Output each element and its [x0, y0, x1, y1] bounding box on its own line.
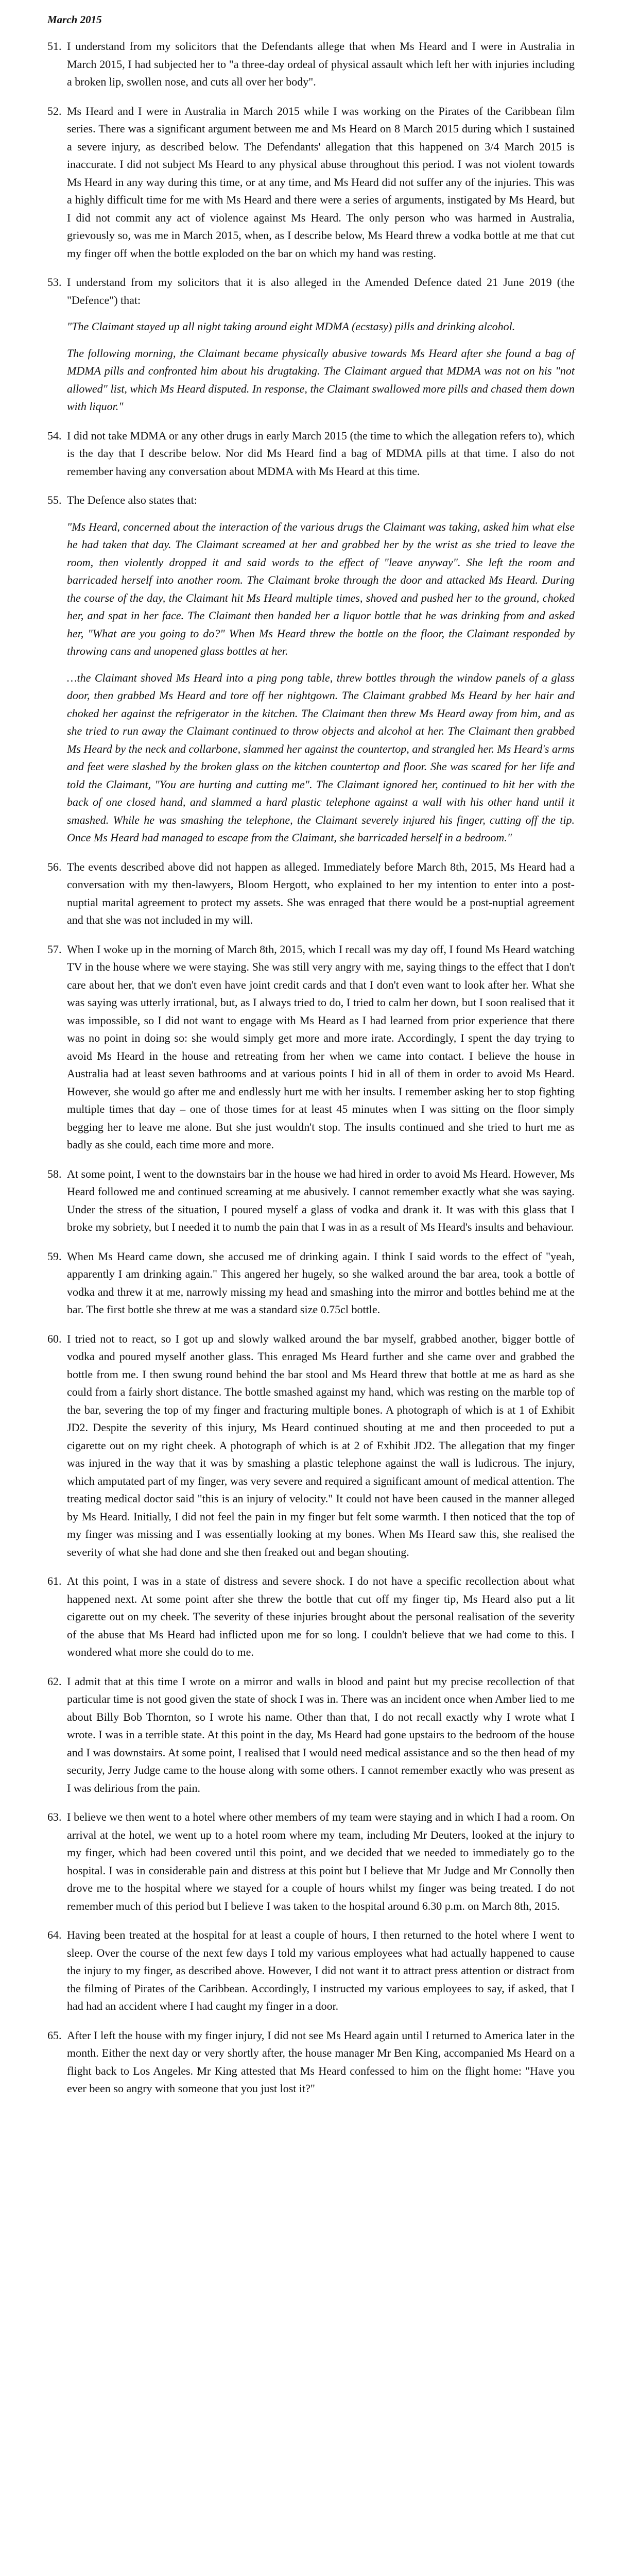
- paragraph-65: [47, 2027, 575, 2098]
- paragraph-text: I did not take MDMA or any other drugs in early March 2015 (the time to which the allegation refers to), which is the day that I describe below. Nor did Ms Heard find a bag of MDMA pills at that time. I also do not remember having any conversation about MDMA with Ms Heard at this time.: [67, 429, 575, 478]
- paragraph-number: 65.: [47, 2028, 62, 2042]
- paragraph-text: I believe we then went to a hotel where other members of my team were staying and in which I had a room. On arrival at the hotel, we went up to a hotel room where my team, including Mr Deuters, looked at the injury to my finger, which had been covered until this point, and we decided that we needed to immediately go to the hospital. I was in considerable pain and distress at this point but I believe that Mr Judge and Mr Connolly then drove me to the hospital where we stayed for a couple of hours whilst my finger was being treated. I do not remember much of this period but I believe I was taken to the hospital around 6.30 p.m. on March 8th, 2015.: [67, 1810, 575, 1912]
- paragraph-text: I understand from my solicitors that it is also alleged in the Amended Defence dated 21 June 2019 (the "Defence") that:: [67, 276, 575, 307]
- paragraph-number: 63.: [47, 1810, 62, 1823]
- paragraph-body: [67, 274, 575, 416]
- paragraph-body: [67, 1926, 575, 2015]
- paragraph-body: [67, 492, 575, 847]
- paragraph-number: 56.: [47, 860, 62, 873]
- paragraph-body: [67, 1248, 575, 1319]
- paragraph-number: 60.: [47, 1332, 62, 1345]
- paragraph-text: I understand from my solicitors that the Defendants allege that when Ms Heard and I were in Australia in March 2015, I had subjected her to "a three-day ordeal of physical assault which left her with injuries including a broken lip, swollen nose, and cuts all over her body".: [67, 40, 575, 88]
- paragraph-text: Ms Heard and I were in Australia in March 2015 while I was working on the Pirates of the Caribbean film series. There was a significant argument between me and Ms Heard on 8 March 2015 during which I sustained a severe injury, as described below. The Defendants' allegation that this happened on 3/4 March 2015 is inaccurate. I did not subject Ms Heard to any physical abuse throughout this period. I was not violent towards Ms Heard in any way during this time, or at any time, and Ms Heard did not suffer any of the injuries. This was a highly difficult time for me with Ms Heard and there were a series of arguments, instigated by Ms Heard, but I did not commit any act of violence against Ms Heard. The only person who was harmed in Australia, grievously so, was me in March 2015, when, as I describe below, Ms Heard threw a vodka bottle at me that cut my finger off when the bottle exploded on the bar on which my hand was resting.: [67, 104, 575, 260]
- quoted-passage: The following morning, the Claimant became physically abusive towards Ms Heard after she found a bag of MDMA pills and confronted him about his drugtaking. The Claimant argued that MDMA was not on his "not allowed" list, which Ms Heard disputed. In response, the Claimant swallowed more pills and chased them down with liquor.": [67, 346, 575, 413]
- paragraph-list: [47, 38, 575, 2098]
- paragraph-number: 62.: [47, 1674, 62, 1688]
- paragraph-text: Having been treated at the hospital for at least a couple of hours, I then returned to the hotel where I went to sleep. Over the course of the next few days I told my various employees what had actually happened to cause the injury to my finger, as described above. However, I did not want it to attract press attention or distract from the filming of Pirates of the Caribbean. Accordingly, I instructed my various employees to say, if asked, that I had had an accident where I had caught my finger in a door.: [67, 1928, 575, 2012]
- quoted-passage: "Ms Heard, concerned about the interaction of the various drugs the Claimant was taking, asked him what else he had taken that day. The Claimant screamed at her and grabbed her by the wrist as she tried to leave the room, then violently dropped it and said words to the effect of "leave anyway". She left the room and barricaded herself into another room. The Claimant broke through the door and attacked Ms Heard. During the course of the day, the Claimant hit Ms Heard multiple times, shoved and pushed her to the ground, choked her, and spat in her face. The Claimant then handed her a liquor bottle that he was drinking from and asked her, "What are you going to do?" When Ms Heard threw the bottle on the floor, the Claimant responded by throwing cans and unopened glass bottles at her.: [67, 520, 575, 657]
- paragraph-body: [67, 941, 575, 1154]
- paragraph-text: I tried not to react, so I got up and slowly walked around the bar myself, grabbed another, bigger bottle of vodka and poured myself another glass. This enraged Ms Heard further and she came over and grabbed the bottle from me. I then swung round behind the bar stool and Ms Heard threw that bottle at me as hard as she could from a fairly short distance. The bottle smashed against my hand, which was resting on the marble top of the bar, severing the top of my finger and fracturing multiple bones. A photograph of which is at 1 of Exhibit JD2. Despite the severity of this injury, Ms Heard continued shouting at me and then proceeded to put a cigarette out on my right cheek. A photograph of which is at 2 of Exhibit JD2. The allegation that my finger was injured in the way that it was by smashing a plastic telephone against the wall is ludicrous. The injury, which amputated part of my finger, was very severe and required a significant amount of medical attention. The treating medical doctor said "this is an injury of velocity." It could not have been caused in the manner alleged by Ms Heard. Initially, I did not feel the pain in my finger but felt some warmth. I then noticed that the top of my finger was missing and I was essentially looking at my bones. When Ms Heard saw this, she realised the severity of what she had done and she then freaked out and began shouting.: [67, 1332, 575, 1558]
- section-heading: March 2015: [47, 13, 102, 26]
- paragraph-body: [67, 1673, 575, 1798]
- paragraph-text: When Ms Heard came down, she accused me of drinking again. I think I said words to the effect of "yeah, apparently I am drinking again." This angered her hugely, so she walked around the bar area, took a bottle of vodka and threw it at me, narrowly missing my head and smashing into the mirror and bottles behind me at the bar. The first bottle she threw at me was a standard size 0.75cl bottle.: [67, 1249, 575, 1316]
- paragraph-number: 55.: [47, 494, 62, 506]
- paragraph-body: [67, 1808, 575, 1915]
- paragraph-number: 54.: [47, 429, 62, 442]
- paragraph-text: When I woke up in the morning of March 8th, 2015, which I recall was my day off, I found Ms Heard watching TV in the house where we were staying. She was still very angry with me, saying things to the effect that I don't care about her, that we don't even have joint credit cards and that I don't even want to look after her. What she was saying was utterly irrational, but, as I always tried to do, I tried to calm her down, but I soon realised that it was impossible, so I did not want to engage with Ms Heard as I had learned from prior experience that there was no point in doing so: she would simply get more and more irate. Accordingly, I spent the day trying to avoid Ms Heard in the house and retreating from her when we came into contact. I believe the house in Australia had at least seven bathrooms and at various points I hid in all of them in order to avoid Ms Heard. However, she would go after me and endlessly hurt me with her insults. I remember asking her to stop fighting multiple times that day – one of those times for at least 45 minutes when I was sitting on the floor simply begging her to leave me alone. But she just wouldn't stop. The insults continued and she tried to hurt me as badly as she could, each time more and more.: [67, 942, 575, 1151]
- paragraph-number: 51.: [47, 40, 62, 53]
- paragraph-number: 61.: [47, 1574, 62, 1587]
- paragraph-text: I admit that at this time I wrote on a mirror and walls in blood and paint but my precise recollection of that particular time is not good given the state of shock I was in. There was an incident once when Amber lied to me about Billy Bob Thornton, so I wrote his name. Other than that, I do not recall exactly why I wrote what I wrote. I was in a terrible state. At this point in the day, Ms Heard had gone upstairs to the bedroom of the house and I was downstairs. At some point, I realised that I would need medical assistance and so the then head of my security, Jerry Judge came to the house along with some others. I cannot remember exactly who was present as I was delirious from the pain.: [67, 1674, 575, 1794]
- paragraph-number: 64.: [47, 1928, 62, 1941]
- paragraph-56: [47, 858, 575, 929]
- paragraph-60: [47, 1330, 575, 1562]
- paragraph-57: [47, 941, 575, 1154]
- paragraph-body: [67, 2027, 575, 2098]
- paragraph-text: At some point, I went to the downstairs bar in the house we had hired in order to avoid Ms Heard. However, Ms Heard followed me and continued screaming at me abusively. I cannot remember exactly what she was saying. Under the stress of the situation, I poured myself a glass of vodka and drank it. It was with this glass that I broke my sobriety, but I needed it to numb the pain that I was in as a result of Ms Heard's insults and behaviour.: [67, 1167, 575, 1233]
- paragraph-text: After I left the house with my finger injury, I did not see Ms Heard again until I returned to America later in the month. Either the next day or very shortly after, the house manager Mr Ben King, accompanied Ms Heard on a flight back to Los Angeles. Mr King attested that Ms Heard confessed to him on the flight home: "Have you ever been so angry with someone that you just lost it?": [67, 2028, 575, 2095]
- paragraph-55: [47, 492, 575, 847]
- paragraph-53: [47, 274, 575, 416]
- paragraph-body: [67, 858, 575, 929]
- paragraph-number: 59.: [47, 1249, 62, 1263]
- paragraph-body: [67, 1165, 575, 1236]
- paragraph-text: The events described above did not happen as alleged. Immediately before March 8th, 2015, Ms Heard had a conversation with my then-lawyers, Bloom Hergott, who explained to her my intention to enter into a post-nuptial marital agreement to protect my assets. She was enraged that there would be a post-nuptial agreement and that she was not included in my will.: [67, 860, 575, 926]
- quoted-passage: …the Claimant shoved Ms Heard into a ping pong table, threw bottles through the window panels of a glass door, then grabbed Ms Heard and tore off her nightgown. The Claimant grabbed Ms Heard by her hair and choked her against the refrigerator in the kitchen. The Claimant then threw Ms Heard away from him, and as she tried to run away the Claimant continued to throw objects and alcohol at her. The Claimant then grabbed Ms Heard by the neck and collarbone, slammed her against the countertop, and strangled her. Ms Heard's arms and feet were slashed by the broken glass on the kitchen countertop and floor. She was scared for her life and told the Claimant, "You are hurting and cutting me". The Claimant ignored her, continued to hit her with the back of one closed hand, and slammed a hard plastic telephone against a wall with his other hand until it smashed. While he was smashing the telephone, the Claimant severely injured his finger, cutting off the tip. Once Ms Heard had managed to escape from the Claimant, she barricaded herself in a bedroom.": [67, 671, 575, 844]
- paragraph-64: [47, 1926, 575, 2015]
- paragraph-59: [47, 1248, 575, 1319]
- quoted-passage: "The Claimant stayed up all night taking around eight MDMA (ecstasy) pills and drinking alcohol.: [67, 320, 515, 333]
- paragraph-63: [47, 1808, 575, 1915]
- paragraph-body: [67, 427, 575, 481]
- paragraph-51: [47, 38, 575, 91]
- paragraph-58: [47, 1165, 575, 1236]
- paragraph-body: [67, 103, 575, 263]
- paragraph-body: [67, 1572, 575, 1662]
- paragraph-body: [67, 1330, 575, 1562]
- paragraph-number: 58.: [47, 1167, 62, 1180]
- paragraph-52: [47, 103, 575, 263]
- paragraph-text: The Defence also states that:: [67, 494, 197, 506]
- paragraph-number: 52.: [47, 104, 62, 117]
- paragraph-text: At this point, I was in a state of distress and severe shock. I do not have a specific recollection about what happened next. At some point after she threw the bottle that cut off my finger tip, Ms Heard also put a lit cigarette out on my cheek. The severity of these injuries brought about the personal realisation of the severity of the abuse that Ms Heard had inflicted upon me for so long. I couldn't believe that we had come to this. I wondered what more she could do to me.: [67, 1574, 575, 1658]
- paragraph-61: [47, 1572, 575, 1662]
- paragraph-62: [47, 1673, 575, 1798]
- paragraph-number: 57.: [47, 942, 62, 956]
- paragraph-number: 53.: [47, 276, 62, 289]
- paragraph-54: [47, 427, 575, 481]
- paragraph-body: [67, 38, 575, 91]
